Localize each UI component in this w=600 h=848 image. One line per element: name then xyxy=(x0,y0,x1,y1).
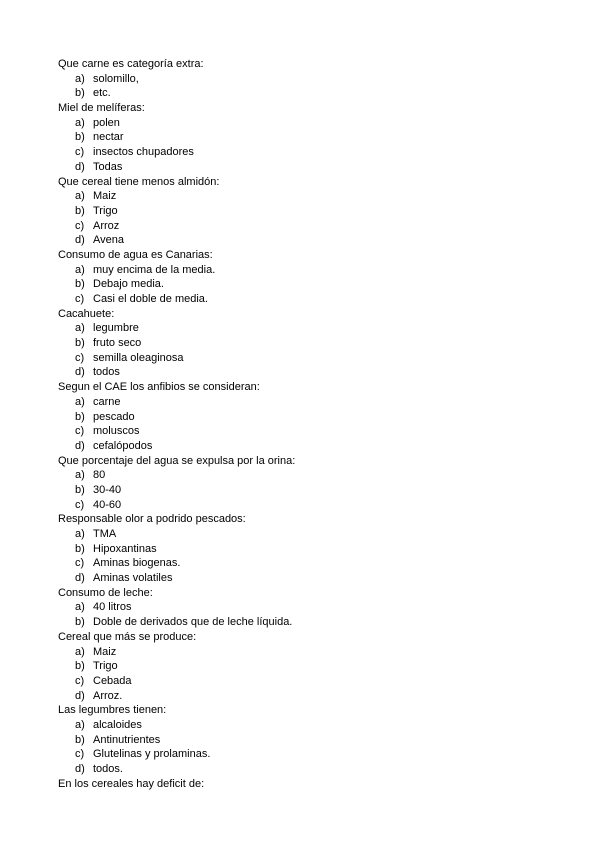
option-list xyxy=(58,645,578,704)
option-list xyxy=(58,600,578,629)
option-text: Antinutrientes xyxy=(93,733,161,746)
option-item xyxy=(58,674,578,689)
option-item xyxy=(58,498,578,513)
option-letter: c) xyxy=(75,219,85,232)
option-letter: d) xyxy=(75,572,85,585)
option-item xyxy=(58,160,578,175)
option-text: Glutelinas y prolaminas. xyxy=(93,748,211,761)
question-text: En los cereales hay deficit de: xyxy=(58,777,205,790)
option-letter: b) xyxy=(75,660,85,673)
option-item xyxy=(58,762,578,777)
option-item xyxy=(58,292,578,307)
question-text: Cacahuete: xyxy=(58,307,115,320)
option-letter: a) xyxy=(75,322,85,335)
option-letter: b) xyxy=(75,204,85,217)
option-text: Trigo xyxy=(93,660,118,673)
option-text: 80 xyxy=(93,469,106,482)
option-item xyxy=(58,615,578,630)
option-item xyxy=(58,130,578,145)
document-page xyxy=(58,57,578,791)
option-item xyxy=(58,263,578,278)
option-letter: c) xyxy=(75,146,85,159)
option-item xyxy=(58,219,578,234)
option-text: fruto seco xyxy=(93,337,142,350)
option-text: nectar xyxy=(93,131,124,144)
question-block xyxy=(58,248,578,307)
option-letter: a) xyxy=(75,645,85,658)
question-block xyxy=(58,777,578,792)
option-text: Avena xyxy=(93,234,124,247)
option-letter: d) xyxy=(75,160,85,173)
option-letter: b) xyxy=(75,616,85,629)
option-letter: a) xyxy=(75,718,85,731)
option-text: carne xyxy=(93,395,121,408)
option-text: Aminas volatiles xyxy=(93,572,173,585)
option-letter: b) xyxy=(75,542,85,555)
option-text: Arroz. xyxy=(93,689,123,702)
option-text: Hipoxantinas xyxy=(93,542,157,555)
option-item xyxy=(58,556,578,571)
option-list xyxy=(58,189,578,248)
question-block xyxy=(58,512,578,585)
option-letter: c) xyxy=(75,425,85,438)
option-letter: b) xyxy=(75,483,85,496)
question-block xyxy=(58,307,578,380)
option-text: 40 litros xyxy=(93,601,132,614)
question-text: Que cereal tiene menos almidón: xyxy=(58,175,220,188)
option-text: Maiz xyxy=(93,190,117,203)
option-item xyxy=(58,410,578,425)
option-list xyxy=(58,527,578,586)
question-block xyxy=(58,703,578,776)
option-list xyxy=(58,263,578,307)
option-item xyxy=(58,659,578,674)
option-item xyxy=(58,116,578,131)
option-item xyxy=(58,72,578,87)
option-letter: c) xyxy=(75,557,85,570)
question-block xyxy=(58,380,578,453)
option-text: muy encima de la media. xyxy=(93,263,216,276)
option-text: Trigo xyxy=(93,204,118,217)
option-text: Casi el doble de media. xyxy=(93,293,208,305)
question-block xyxy=(58,57,578,101)
option-item xyxy=(58,439,578,454)
option-item xyxy=(58,336,578,351)
option-letter: d) xyxy=(75,689,85,702)
option-item xyxy=(58,468,578,483)
option-letter: d) xyxy=(75,234,85,247)
option-text: todos. xyxy=(93,763,123,775)
option-list xyxy=(58,116,578,175)
option-list xyxy=(58,468,578,512)
option-letter: a) xyxy=(75,190,85,203)
option-text: Arroz xyxy=(93,219,120,232)
question-block xyxy=(58,175,578,248)
option-item xyxy=(58,189,578,204)
option-item xyxy=(58,86,578,101)
question-block xyxy=(58,586,578,630)
question-block xyxy=(58,454,578,513)
question-block xyxy=(58,630,578,703)
option-letter: b) xyxy=(75,278,85,291)
option-text: Todas xyxy=(93,160,123,173)
option-item xyxy=(58,233,578,248)
option-letter: b) xyxy=(75,131,85,144)
question-text: Segun el CAE los anfibios se consideran: xyxy=(58,381,260,394)
option-letter: c) xyxy=(75,293,85,305)
question-text: Miel de melíferas: xyxy=(58,102,145,115)
option-letter: c) xyxy=(75,498,85,511)
option-text: insectos chupadores xyxy=(93,146,194,159)
option-letter: a) xyxy=(75,601,85,614)
option-letter: b) xyxy=(75,87,85,100)
option-letter: b) xyxy=(75,733,85,746)
option-letter: c) xyxy=(75,351,85,364)
option-letter: c) xyxy=(75,674,85,687)
option-item xyxy=(58,321,578,336)
option-item xyxy=(58,483,578,498)
option-text: solomillo, xyxy=(93,72,139,85)
option-text: cefalópodos xyxy=(93,439,153,452)
option-letter: c) xyxy=(75,748,85,761)
option-item xyxy=(58,600,578,615)
option-letter: a) xyxy=(75,395,85,408)
option-text: 30-40 xyxy=(93,483,122,496)
option-item xyxy=(58,365,578,380)
option-text: moluscos xyxy=(93,425,140,438)
option-item xyxy=(58,527,578,542)
option-item xyxy=(58,718,578,733)
option-text: semilla oleaginosa xyxy=(93,351,184,364)
option-letter: a) xyxy=(75,263,85,276)
option-text: Aminas biogenas. xyxy=(93,557,181,570)
question-text: Las legumbres tienen: xyxy=(58,704,167,717)
option-text: todos xyxy=(93,366,120,379)
option-item xyxy=(58,733,578,748)
option-item xyxy=(58,542,578,557)
option-letter: d) xyxy=(75,763,85,775)
option-list xyxy=(58,321,578,380)
option-item xyxy=(58,351,578,366)
option-text: alcaloides xyxy=(93,718,142,731)
option-letter: d) xyxy=(75,366,85,379)
question-text: Que carne es categoría extra: xyxy=(58,58,204,70)
option-text: TMA xyxy=(93,528,117,540)
option-letter: b) xyxy=(75,410,85,423)
option-letter: d) xyxy=(75,439,85,452)
question-text: Que porcentaje del agua se expulsa por la orina: xyxy=(58,454,296,467)
option-letter: a) xyxy=(75,528,85,540)
option-list xyxy=(58,72,578,101)
option-text: 40-60 xyxy=(93,498,122,511)
option-item xyxy=(58,395,578,410)
option-text: polen xyxy=(93,116,120,129)
option-letter: a) xyxy=(75,116,85,129)
question-text: Responsable olor a podrido pescados: xyxy=(58,513,246,526)
option-item xyxy=(58,204,578,219)
question-text: Consumo de leche: xyxy=(58,586,153,599)
question-block xyxy=(58,101,578,174)
option-text: legumbre xyxy=(93,322,139,335)
option-item xyxy=(58,689,578,704)
option-list xyxy=(58,718,578,777)
option-text: Cebada xyxy=(93,674,132,687)
option-text: Maiz xyxy=(93,645,117,658)
option-text: etc. xyxy=(93,87,111,100)
option-item xyxy=(58,571,578,586)
option-item xyxy=(58,747,578,762)
option-list xyxy=(58,395,578,454)
option-letter: b) xyxy=(75,337,85,350)
option-item xyxy=(58,145,578,160)
option-text: pescado xyxy=(93,410,135,423)
option-text: Doble de derivados que de leche líquida. xyxy=(93,616,293,629)
option-letter: a) xyxy=(75,72,85,85)
option-item xyxy=(58,645,578,660)
question-text: Consumo de agua es Canarias: xyxy=(58,248,213,261)
option-item xyxy=(58,424,578,439)
option-text: Debajo media. xyxy=(93,278,164,291)
option-item xyxy=(58,277,578,292)
option-letter: a) xyxy=(75,469,85,482)
question-text: Cereal que más se produce: xyxy=(58,630,197,643)
